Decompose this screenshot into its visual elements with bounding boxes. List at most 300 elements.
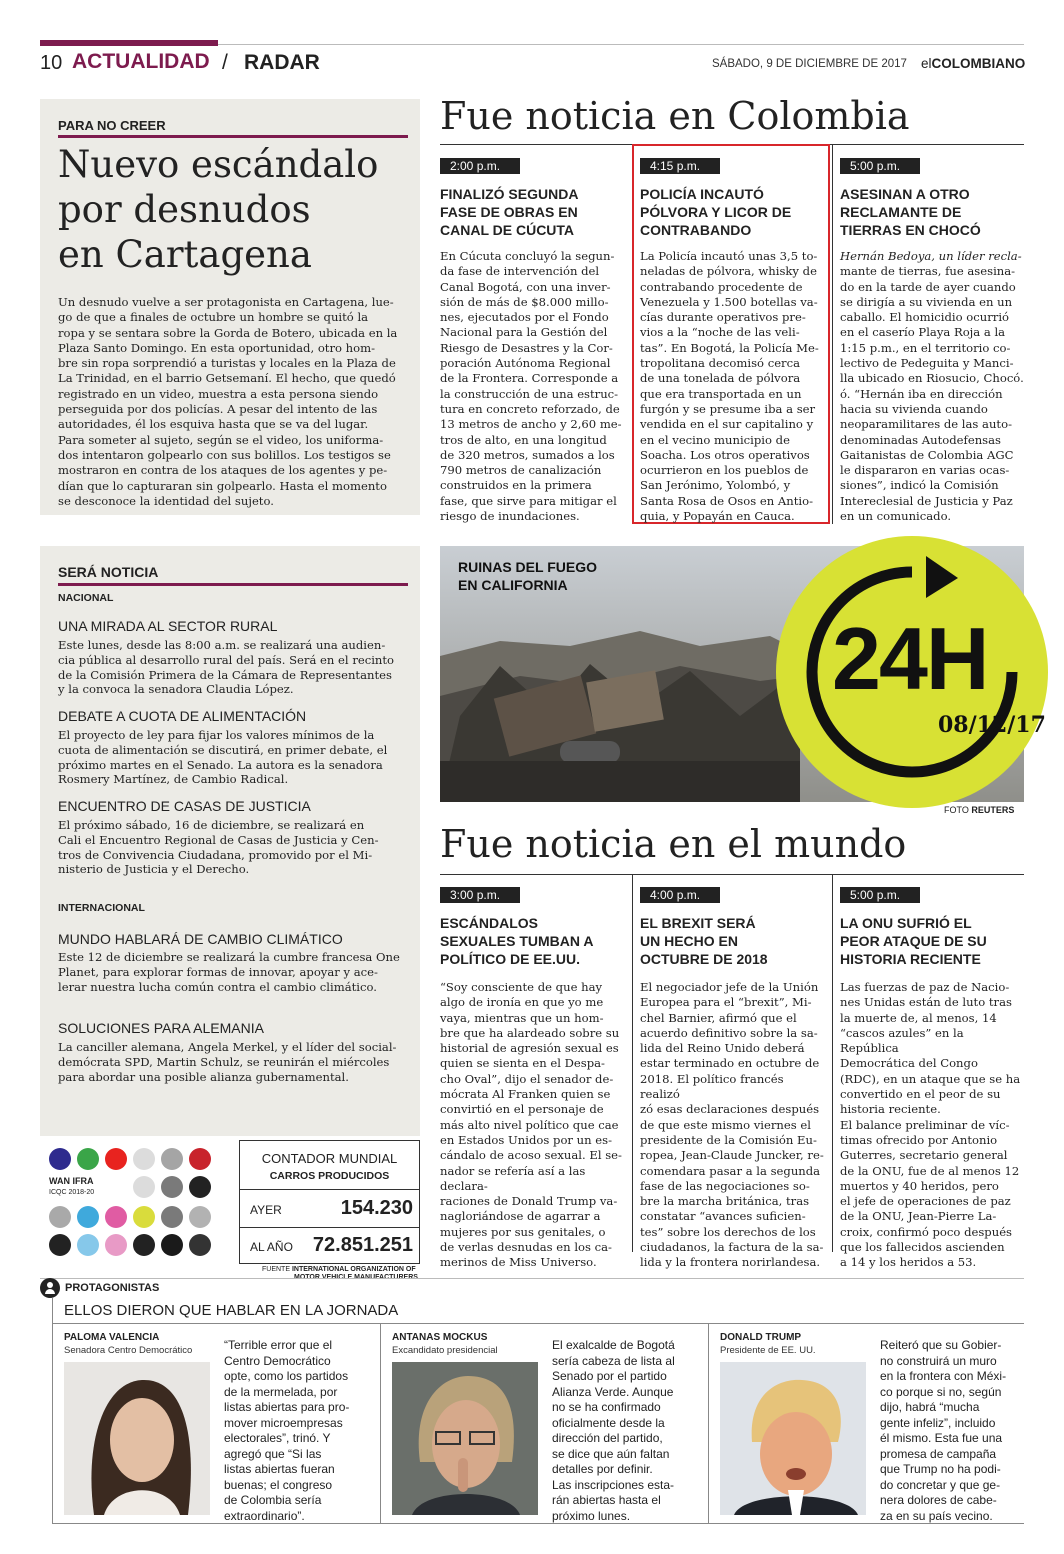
- quote-line: extraordinario”.: [224, 1508, 305, 1523]
- color-dot: [189, 1234, 211, 1256]
- body-line: en el caserío Playa Roja a la: [840, 325, 1006, 340]
- source-line: INTERNATIONAL ORGANIZATION OF: [291, 1266, 416, 1273]
- color-dot: [189, 1176, 211, 1198]
- body-line: ó. “Hernán iba en dirección: [840, 386, 1003, 401]
- body-line: vios a la “noche de las veli-: [640, 325, 800, 340]
- body-line: acuerdo definitivo sobre la sa-: [640, 1025, 818, 1040]
- quote-line: do concretar y que ge-: [880, 1477, 1001, 1492]
- contador-rule: [240, 1227, 419, 1228]
- body-line: lida y la frontera norirlandesa.: [640, 1255, 821, 1270]
- news-body: [440, 249, 626, 524]
- body-line: furgón y se presume iba a ser: [640, 401, 816, 416]
- body-line: nes Unidas están de luto tras: [840, 995, 1012, 1010]
- body-line: a 14 y los heridos a 53.: [840, 1255, 977, 1270]
- contador-subtitle: CARROS PRODUCIDOS: [269, 1170, 390, 1182]
- mundo-news-1: [440, 887, 626, 1271]
- caption-line: RUINAS DEL FUEGO: [458, 559, 597, 575]
- quote-line: sería cabeza de lista al: [552, 1353, 675, 1368]
- quote-line: Senado por el partido: [552, 1369, 667, 1383]
- sera-item-body: [58, 818, 414, 877]
- time-badge: 5:00 p.m.: [840, 887, 920, 903]
- body-line: El proyecto de ley para fijar los valores mínimos de la: [58, 728, 375, 742]
- body-line: go de que a finales de octubre un hombre se quitó la: [58, 310, 369, 325]
- time-badge: 2:00 p.m.: [440, 158, 520, 174]
- internacional-label: INTERNACIONAL: [58, 902, 145, 914]
- body-line: quien se sienta en el Despa-: [440, 1056, 605, 1071]
- body-line: neladas de pólvora, whisky de: [640, 264, 817, 279]
- donald-trump-photo: [720, 1362, 866, 1515]
- quote-line: Alianza Verde. Aunque: [552, 1384, 674, 1399]
- person-name: ANTANAS MOCKUS: [392, 1332, 488, 1343]
- colombia-section-title: Fue noticia en Colombia: [440, 94, 910, 138]
- body-line: la muerte de, al menos, 14: [840, 1010, 997, 1025]
- body-line: cuota de alimentación se discutirá, en primer debate, el: [58, 742, 388, 757]
- color-row: [46, 1232, 222, 1260]
- body-line: La canciller alemana, Angela Merkel, y el líder del social-: [58, 1040, 397, 1054]
- body-line: San Jerónimo, Yolombó, y: [640, 478, 791, 493]
- para-no-creer-rule: [58, 135, 408, 138]
- body-line: la construcción de una estruc-: [440, 386, 619, 401]
- body-line: 2018. El político francés realizó: [640, 1071, 784, 1102]
- color-dot: [161, 1206, 183, 1228]
- body-line: Riesgo de Desastres y la Cor-: [440, 340, 613, 355]
- body-line: 1:15 p.m., en el territorio co-: [840, 340, 1011, 355]
- quote-line: nera dolores de cabe-: [880, 1493, 997, 1507]
- body-line: cías durante operativos pre-: [640, 310, 806, 325]
- body-line: Venezuela y 1.500 botellas va-: [640, 294, 818, 309]
- body-line: vendida en el sur capitalino y: [640, 417, 814, 432]
- para-no-creer-body: [58, 295, 414, 509]
- quote-line: detalles por definir.: [552, 1462, 653, 1476]
- color-dot: [189, 1206, 211, 1228]
- time-badge: 4:00 p.m.: [640, 887, 720, 903]
- body-line: convertido en el peor de su: [840, 1087, 1001, 1102]
- body-line: riesgo de inundaciones.: [440, 509, 580, 524]
- sera-noticia-rule: [58, 583, 408, 586]
- body-line: tes” sobre los derechos de los: [640, 1224, 816, 1239]
- headline-line: POLÍTICO DE EE.UU.: [440, 951, 581, 967]
- headline-line: FASE DE OBRAS EN: [440, 204, 578, 220]
- headline-line: UN HECHO EN: [640, 933, 739, 949]
- quote-line: opte, como los partidos: [224, 1369, 349, 1383]
- colombia-news-3: [840, 158, 1026, 524]
- color-dot: [133, 1148, 155, 1170]
- body-line: para abordar una posible alianza gubernamental.: [58, 1069, 349, 1084]
- body-line: Hernán Bedoya, un líder recla-: [840, 249, 1022, 263]
- body-line: ropa y se sentara sobre la Gorda de Botero, ubicada en la: [58, 325, 398, 340]
- contador-box: [239, 1140, 420, 1264]
- body-line: fase, que sirve para mitigar el: [440, 493, 617, 508]
- sera-item-title: DEBATE A CUOTA DE ALIMENTACIÓN: [58, 708, 307, 724]
- headline-line: HISTORIA RECIENTE: [840, 951, 981, 967]
- body-line: autoridades, él los esquiva hasta que se va del lugar.: [58, 417, 369, 432]
- credit-prefix: FOTO: [944, 805, 969, 815]
- color-row: [46, 1174, 222, 1204]
- body-line: El negociador jefe de la Unión: [640, 980, 819, 994]
- body-line: ocurrieron en los pueblos de: [640, 463, 809, 478]
- body-line: construidos en la primera: [440, 478, 592, 493]
- color-dot: [77, 1206, 99, 1228]
- news-body: [840, 249, 1026, 524]
- body-line: Santa Rosa de Osos en Antio-: [640, 493, 813, 508]
- color-dot: [49, 1148, 71, 1170]
- person-divider: [380, 1323, 381, 1523]
- body-line: El balance preliminar de víc-: [840, 1117, 1010, 1132]
- color-dot: [161, 1176, 183, 1198]
- body-line: Gaitanistas de Colombia AGC: [840, 447, 1014, 462]
- 24h-badge: [776, 536, 1048, 808]
- headline-line: PEOR ATAQUE DE SU: [840, 933, 987, 949]
- body-line: zó esas declaraciones después: [640, 1102, 820, 1117]
- body-line: Un desnudo vuelve a ser protagonista en Cartagena, lue-: [58, 295, 394, 309]
- quote-line: mover microempresas: [224, 1415, 343, 1430]
- body-line: “Soy consciente de que hay: [440, 980, 603, 994]
- quote-line: Reiteró que su Gobier-: [880, 1338, 1002, 1352]
- body-line: raciones de Donald Trump va-: [440, 1194, 618, 1209]
- body-line: presidente de la Comisión Eu-: [640, 1132, 817, 1147]
- news-headline: [840, 185, 1026, 239]
- body-line: poración Autónoma Regional: [440, 356, 611, 371]
- protagonistas-kicker: PROTAGONISTAS: [65, 1282, 160, 1294]
- quote-line: próximo lunes.: [552, 1508, 631, 1523]
- body-line: historial de agresión sexual es: [440, 1041, 619, 1056]
- body-line: sión de más de $8.000 millo-: [440, 294, 609, 309]
- photo-credit: [944, 805, 1014, 815]
- headline-line: por desnudos: [58, 188, 311, 231]
- quote-line: que Trump no ha podi-: [880, 1462, 1001, 1476]
- publication-date: SÁBADO, 9 DE DICIEMBRE DE 2017: [712, 58, 907, 70]
- quote-line: listas abiertas fueran: [224, 1462, 335, 1476]
- column-divider: [832, 874, 833, 1252]
- color-dot: [133, 1206, 155, 1228]
- mundo-title-rule: [440, 874, 1024, 875]
- quote-line: de la mermelada, por: [224, 1384, 338, 1399]
- body-line: timas ofrecido por Antonio: [840, 1132, 998, 1147]
- body-line: que era transportada en un: [640, 386, 802, 401]
- colombia-news-2: [640, 158, 826, 524]
- avatar: [720, 1362, 866, 1515]
- quote-line: agregó que “Si las: [224, 1446, 322, 1461]
- person-name: PALOMA VALENCIA: [64, 1332, 160, 1343]
- color-dot: [133, 1176, 155, 1198]
- news-headline: [440, 914, 626, 968]
- anio-label: AL AÑO: [250, 1240, 293, 1254]
- body-line: nisterio de Justicia y el Derecho.: [58, 862, 250, 877]
- person-icon: [40, 1278, 60, 1298]
- color-dot: [105, 1206, 127, 1228]
- body-line: Las fuerzas de paz de Nacio-: [840, 980, 1010, 994]
- para-no-creer-box: [40, 99, 420, 515]
- body-line: lectivo de Pedeguita y Manci-: [840, 356, 1014, 371]
- page-number: 10: [40, 52, 63, 74]
- sera-noticia-kicker: SERÁ NOTICIA: [58, 564, 159, 580]
- body-line: tas”. En Bogotá, la Policía Me-: [640, 340, 819, 355]
- body-line: dos intentaron golpearlo con sus bolillos. Los testigos se: [58, 447, 391, 462]
- sera-item-title: ENCUENTRO DE CASAS DE JUSTICIA: [58, 798, 311, 814]
- body-line: nagloriándose de agarrar a: [440, 1209, 601, 1224]
- body-line: constatar “avances suficien-: [640, 1209, 806, 1224]
- body-line: convirtió en el personaje de: [440, 1102, 604, 1117]
- body-line: demócrata SPD, Martin Schulz, se reunirán el miércoles: [58, 1054, 390, 1069]
- color-dot: [161, 1234, 183, 1256]
- body-line: Cali el Encuentro Regional de Casas de Justicia y Cen-: [58, 832, 379, 847]
- para-no-creer-kicker: PARA NO CREER: [58, 118, 166, 133]
- sera-item-body: [58, 638, 414, 697]
- body-line: en el vecino municipio de: [640, 432, 790, 447]
- quote-line: co porque si no, según: [880, 1384, 1002, 1399]
- quote-line: dirección del partido,: [552, 1431, 663, 1445]
- contador-source: [262, 1266, 418, 1282]
- contador-rule: [240, 1189, 419, 1190]
- paloma-valencia-photo: [64, 1362, 210, 1515]
- body-line: de una tonelada de pólvora: [640, 371, 801, 386]
- photo-caption: [458, 558, 597, 594]
- headline-line: CANAL DE CÚCUTA: [440, 222, 575, 238]
- body-line: lida del Reino Unido deberá: [640, 1041, 805, 1056]
- body-line: nador se refería así a las declara-: [440, 1163, 586, 1193]
- body-line: cho Oval”, dijo el senador de-: [440, 1071, 614, 1086]
- color-dot: [77, 1148, 99, 1170]
- headline-line: FINALIZÓ SEGUNDA: [440, 186, 579, 202]
- body-line: próximo martes en el Senado. La autora es la senadora: [58, 757, 383, 772]
- body-line: Plaza Santo Domingo. En esta oportunidad, otro hom-: [58, 340, 376, 355]
- news-body: [440, 980, 626, 1271]
- body-line: fase de las negociaciones so-: [640, 1178, 810, 1193]
- headline-line: TIERRAS EN CHOCÓ: [840, 222, 981, 238]
- headline-line: en Cartagena: [58, 233, 312, 276]
- body-line: Nacional para la Gestión del: [440, 325, 608, 340]
- body-line: Soacha. Los otros operativos: [640, 447, 810, 462]
- person-role: Excandidato presidencial: [392, 1345, 498, 1356]
- body-line: de verlas desnudas en los ca-: [440, 1240, 612, 1255]
- quote-line: “Terrible error que el: [224, 1338, 333, 1352]
- body-line: merinos de Miss Universo.: [440, 1255, 597, 1270]
- section-slash: /: [222, 51, 228, 74]
- headline-line: OCTUBRE DE 2018: [640, 951, 768, 967]
- body-line: neoparamilitares de las auto-: [840, 417, 1012, 432]
- headline-line: SEXUALES TUMBAN A: [440, 933, 594, 949]
- quote-line: se dice que aún faltan: [552, 1446, 670, 1461]
- body-line: Guterres, secretario general: [840, 1148, 1008, 1163]
- body-line: bre sin ropa sorprendió a turistas y locales en la Plaza de: [58, 356, 396, 371]
- body-line: La Trinidad, en el barrio Getsemaní. El hecho, que quedó: [58, 371, 396, 386]
- body-line: comendara pasar a la segunda: [640, 1163, 821, 1178]
- color-dot: [77, 1234, 99, 1256]
- color-row: [46, 1146, 222, 1172]
- body-line: bre que ha alardeado sobre su: [440, 1025, 620, 1040]
- anio-value: 72.851.251: [312, 1234, 413, 1256]
- quote-line: El exalcalde de Bogotá: [552, 1338, 675, 1352]
- body-line: Rosmery Martínez, de Cambio Radical.: [58, 772, 289, 787]
- body-line: muertos y 40 heridos, pero: [840, 1178, 999, 1193]
- body-line: y la convoca la senadora Claudia López.: [58, 682, 294, 697]
- time-badge: 4:15 p.m.: [640, 158, 720, 174]
- body-line: perseguida por dos policías. A pesar del intento de las: [58, 402, 378, 417]
- quote-line: en la frontera con Méxi-: [880, 1369, 1007, 1383]
- body-line: Este lunes, desde las 8:00 a.m. se realizará una audien-: [58, 638, 386, 652]
- headline-line: EL BREXIT SERÁ: [640, 915, 756, 931]
- antanas-mockus-photo: [392, 1362, 538, 1515]
- ayer-label: AYER: [250, 1203, 282, 1217]
- body-line: hacia su vivienda cuando: [840, 401, 988, 416]
- headline-line: RECLAMANTE DE: [840, 204, 962, 220]
- body-line: Democrática del Congo: [840, 1056, 978, 1071]
- column-divider: [632, 874, 633, 1252]
- contador-title: CONTADOR MUNDIAL: [261, 1151, 398, 1166]
- nacional-label: NACIONAL: [58, 592, 114, 604]
- subsection-title: RADAR: [244, 51, 320, 74]
- body-line: Canal Bogotá, con una inver-: [440, 279, 611, 294]
- quote-line: de Colombia sería: [224, 1493, 322, 1507]
- person-role: Senadora Centro Democrático: [64, 1345, 193, 1356]
- news-headline: [640, 914, 826, 968]
- quote-line: no se ha confirmado: [552, 1400, 661, 1414]
- body-line: tros de Convivencia Ciudadana, promovido por el Mi-: [58, 847, 373, 862]
- headline-line: POLICÍA INCAUTÓ: [640, 186, 764, 202]
- body-line: el jefe de operaciones de paz: [840, 1194, 1011, 1209]
- body-line: más alto nivel político que cae: [440, 1117, 619, 1132]
- body-line: lla ubicado en Riosucio, Chocó.: [840, 371, 1024, 386]
- body-line: registrado en un video, muestra a esta persona siendo: [58, 386, 379, 401]
- color-dot: [105, 1234, 127, 1256]
- credit-source: REUTERS: [971, 805, 1015, 815]
- quote-line: promesa de campaña: [880, 1446, 997, 1461]
- body-line: 790 metros de canalización: [440, 463, 602, 478]
- body-line: de la Frontera. Corresponde a: [440, 371, 619, 386]
- color-dot: [161, 1148, 183, 1170]
- headline-line: ASESINAN A OTRO: [840, 186, 970, 202]
- body-line: tros de alto, en una longitud: [440, 432, 607, 447]
- person-divider: [708, 1323, 709, 1523]
- body-line: chel Barnier, afirmó que el: [640, 1010, 797, 1025]
- body-line: “cascos azules” en la República: [840, 1025, 964, 1056]
- body-line: El próximo sábado, 16 de diciembre, se realizará en: [58, 818, 365, 832]
- body-line: de 320 metros, sumados a los: [440, 447, 615, 462]
- news-headline: [840, 914, 1026, 968]
- quote-line: Centro Democrático: [224, 1353, 331, 1368]
- body-line: do en la tarde de ayer cuando: [840, 279, 1016, 294]
- body-line: mujeres por sus genitales, o: [440, 1224, 606, 1239]
- headline-line: PÓLVORA Y LICOR DE: [640, 204, 792, 220]
- headline-line: ESCÁNDALOS: [440, 915, 539, 931]
- news-headline: [440, 185, 626, 239]
- body-line: Planet, para explorar formas de innovar, apoyar y ace-: [58, 964, 378, 979]
- body-line: algo de ironía en que yo me: [440, 995, 604, 1010]
- body-line: mante de tierras, fue asesina-: [840, 264, 1016, 279]
- body-line: se desconoce la identidad del sujeto.: [58, 493, 274, 508]
- column-divider: [832, 144, 833, 524]
- news-headline: [640, 185, 826, 239]
- sera-item-title: MUNDO HABLARÁ DE CAMBIO CLIMÁTICO: [58, 931, 343, 947]
- body-line: mostraron en contra de los ataques de los agentes y pe-: [58, 463, 388, 478]
- sera-item-body: [58, 1040, 414, 1084]
- headline-line: Nuevo escándalo: [58, 143, 379, 186]
- body-line: nes, ejecutados por el Fondo: [440, 310, 609, 325]
- para-no-creer-headline: [58, 142, 408, 277]
- mundo-news-2: [640, 887, 826, 1271]
- body-line: Este 12 de diciembre se realizará la cumbre francesa One: [58, 950, 400, 964]
- color-dot: [189, 1148, 211, 1170]
- mundo-news-3: [840, 887, 1026, 1271]
- source-prefix: FUENTE: [262, 1266, 290, 1273]
- protagonistas-title: ELLOS DIERON QUE HABLAR EN LA JORNADA: [64, 1302, 399, 1319]
- protagonistas-title-rule: [52, 1323, 1024, 1324]
- body-line: estar terminado en octubre de: [640, 1056, 820, 1071]
- body-line: croix, confirmó poco después: [840, 1224, 1012, 1239]
- ayer-value: 154.230: [340, 1197, 413, 1219]
- time-badge: 5:00 p.m.: [840, 158, 920, 174]
- news-body: [640, 980, 826, 1271]
- body-line: da fase de intervención del: [440, 264, 600, 279]
- sera-item-body: [58, 950, 414, 994]
- body-line: Para someter al sujeto, según se el video, los uniforma-: [58, 432, 384, 447]
- body-line: (RDC), en un ataque que se ha: [840, 1071, 1021, 1086]
- protagonistas-top-rule: [40, 1278, 1024, 1279]
- body-line: caballo. El homicidio ocurrió: [840, 310, 1010, 325]
- body-line: siones”, indicó la Comisión: [840, 478, 999, 493]
- person-quote: [224, 1338, 374, 1524]
- quote-line: listas abiertas para pro-: [224, 1400, 350, 1414]
- 24h-text: 24H: [832, 609, 988, 708]
- brand-logo: elCOLOMBIANO: [921, 56, 1026, 71]
- body-line: dían que lo capturaran sin golpearlo. Hasta el momento: [58, 478, 387, 493]
- headline-line: CONTRABANDO: [640, 222, 752, 238]
- quote-line: oficialmente desde la: [552, 1415, 665, 1430]
- 24h-date: 08/12/17: [938, 712, 1046, 738]
- body-line: tropolitana decomisó cerca: [640, 356, 801, 371]
- body-line: se dirigía a su vivienda en un: [840, 294, 1013, 309]
- body-line: lerar nuestra lucha común contra el cambio climático.: [58, 979, 377, 994]
- body-line: que los fallecidos ascienden: [840, 1240, 1005, 1255]
- quote-line: no construirá un muro: [880, 1353, 997, 1368]
- body-line: ropea, Jean-Claude Juncker, re-: [640, 1148, 824, 1163]
- quote-line: Las inscripciones esta-: [552, 1477, 675, 1492]
- color-dot: [49, 1234, 71, 1256]
- body-line: de que este mismo viernes el: [640, 1117, 811, 1132]
- header-accent-bar: [40, 40, 218, 46]
- mundo-section-title: Fue noticia en el mundo: [440, 822, 907, 866]
- color-dot: [105, 1148, 127, 1170]
- quote-line: dijo, habrá “mucha: [880, 1400, 980, 1414]
- quote-line: buenas; el congreso: [224, 1477, 333, 1492]
- body-line: contrabando procedente de: [640, 279, 803, 294]
- sera-item-title: SOLUCIONES PARA ALEMANIA: [58, 1020, 264, 1036]
- body-line: cia pública al desarrollo rural del país. Será en el recinto: [58, 652, 395, 667]
- color-row: [46, 1204, 222, 1232]
- person-quote: [880, 1338, 1024, 1524]
- quote-line: electorales”, trinó. Y: [224, 1431, 331, 1445]
- body-line: 13 metros de ancho y 2,60 me-: [440, 417, 622, 432]
- avatar: [64, 1362, 210, 1515]
- body-line: mócrata Al Franken quien se: [440, 1087, 611, 1102]
- news-body: [640, 249, 826, 524]
- body-line: de la ONU, Jean-Pierre La-: [840, 1209, 997, 1224]
- body-line: de la Comisión Primera de la Cámara de Representantes: [58, 667, 392, 682]
- body-line: En Cúcuta concluyó la segun-: [440, 249, 615, 263]
- wan-ifra-logo: WAN IFRA: [49, 1176, 94, 1186]
- icqc-label: ICQC 2018-20: [49, 1189, 95, 1196]
- headline-line: LA ONU SUFRIÓ EL: [840, 915, 972, 931]
- sera-item-body: [58, 728, 414, 787]
- quote-line: él mismo. Esta fue una: [880, 1431, 1003, 1445]
- fire-photo: [440, 546, 1046, 802]
- body-line: tura en concreto reforzado, de: [440, 401, 620, 416]
- body-line: La Policía incautó unas 3,5 to-: [640, 249, 818, 263]
- person-name: DONALD TRUMP: [720, 1332, 802, 1343]
- sera-noticia-box: [40, 546, 420, 1136]
- color-dot: [49, 1206, 71, 1228]
- body-line: vaya, mientras que un hom-: [440, 1010, 604, 1025]
